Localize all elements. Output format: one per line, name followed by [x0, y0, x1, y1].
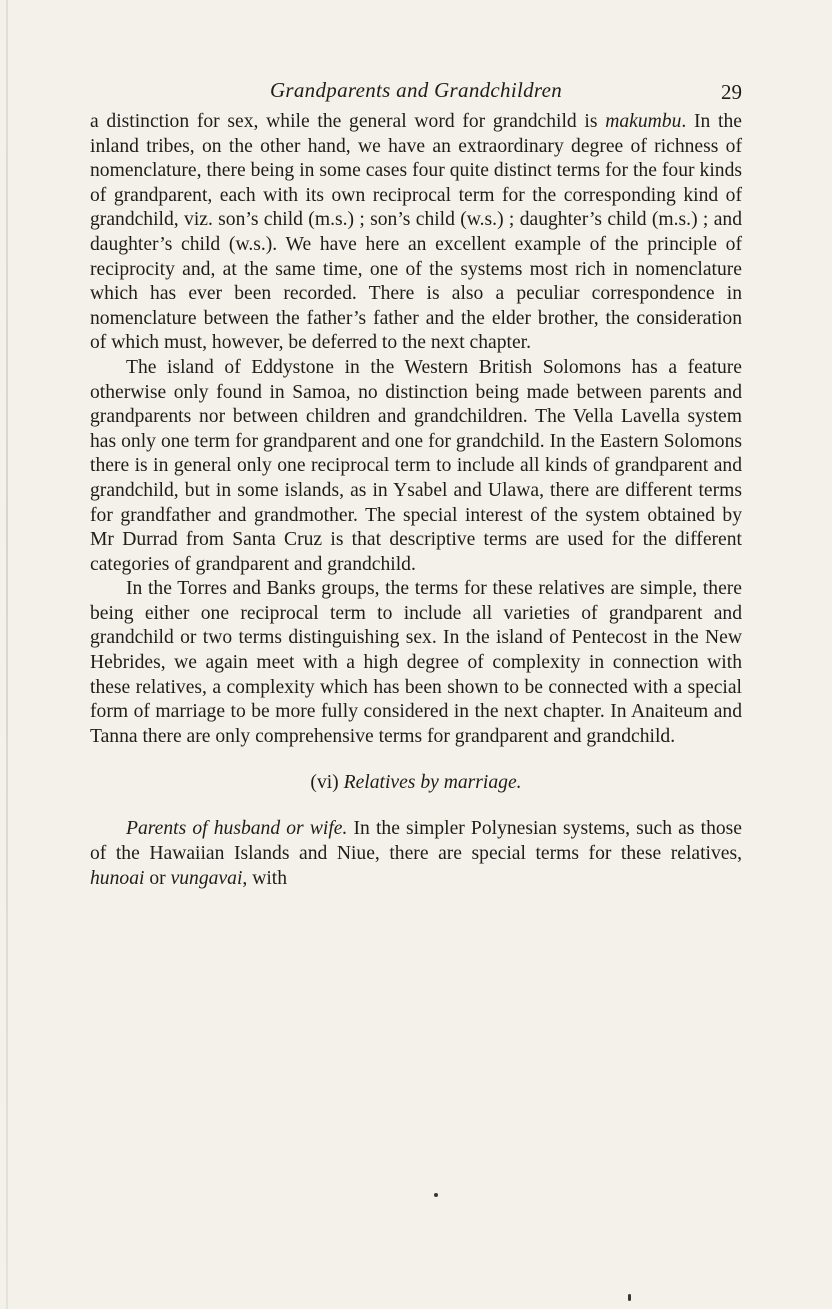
paragraph-text: or [144, 867, 171, 889]
paragraph-torres-banks: In the Torres and Banks groups, the terms for these relatives are simple, there being either one reciprocal term to include all varieties of grandparent and grandchild or two terms distinguishing sex. In the island of Pentecost in the New Hebrides, we again meet with a high degree of complexity in connection with these relatives, a complexity which has been shown to be connected with a special form of marriage to be more fully considered in the next chapter. In Anaiteum and Tanna there are only comprehensive terms for grandparent and grandchild. [90, 578, 742, 747]
paragraph-text: In the simpler Polynesian systems, such as those of the Hawaiian Islands and Niue, there are special terms for these relatives, [90, 818, 742, 865]
native-term: vungavai [170, 867, 243, 889]
native-term: hunoai [90, 867, 145, 889]
paragraph-text: , with [242, 867, 288, 889]
running-head [90, 74, 742, 110]
section-heading [90, 771, 742, 795]
paragraph-parents-in-law [90, 817, 742, 891]
ink-speck [434, 1193, 438, 1197]
section-number: (vi) [310, 772, 339, 794]
body-text [90, 110, 742, 891]
section-title: Relatives by marriage. [343, 772, 522, 794]
ink-speck [628, 1294, 631, 1301]
paragraph-lead-in: Parents of husband or wife. [126, 818, 348, 840]
book-page [90, 74, 742, 891]
page-number: 29 [721, 80, 742, 104]
native-term: makumbu [605, 111, 682, 132]
running-head-title: Grandparents and Grandchildren [269, 78, 563, 102]
paragraph-text: . In the inland tribes, on the other hand, we have an extraordinary degree of richness of nomenclature, there being in some cases four quite distinct terms for the four kinds of grandparent, each with its own reciprocal term for the corresponding kind of grandchild, viz. son’s child (m.s.) ; son’s child (w.s.) ; daughter’s child (m.s.) ; and daughter’s child (w.s.). We have here an excellent example of the principle of reciprocity and, at the same time, one of the systems most rich in nomenclature which has ever been recorded. There is also a peculiar correspondence in nomenclature between the father’s father and the elder brother, the consideration of which must, however, be deferred to the next chapter. [90, 111, 742, 354]
paragraph-solomons: The island of Eddystone in the Western British Solomons has a feature otherwise only found in Samoa, no distinction being made between parents and grandparents nor between children and grandchildren. The Vella Lavella system has only one term for grandparent and one for grandchild. In the Eastern Solomons there is in general only one reciprocal term to include all kinds of grandparent and grandchild, but in some islands, as in Ysabel and Ulawa, there are different terms for grandfather and grandmother. The special interest of the system obtained by Mr Durrad from Santa Cruz is that descriptive terms are used for the different categories of grandparent and grandchild. [90, 356, 742, 575]
paragraph-text: a distinction for sex, while the general word for grandchild is [90, 111, 606, 132]
paragraph-grandchild-terms [90, 110, 742, 356]
page-gutter-edge [6, 0, 8, 1309]
